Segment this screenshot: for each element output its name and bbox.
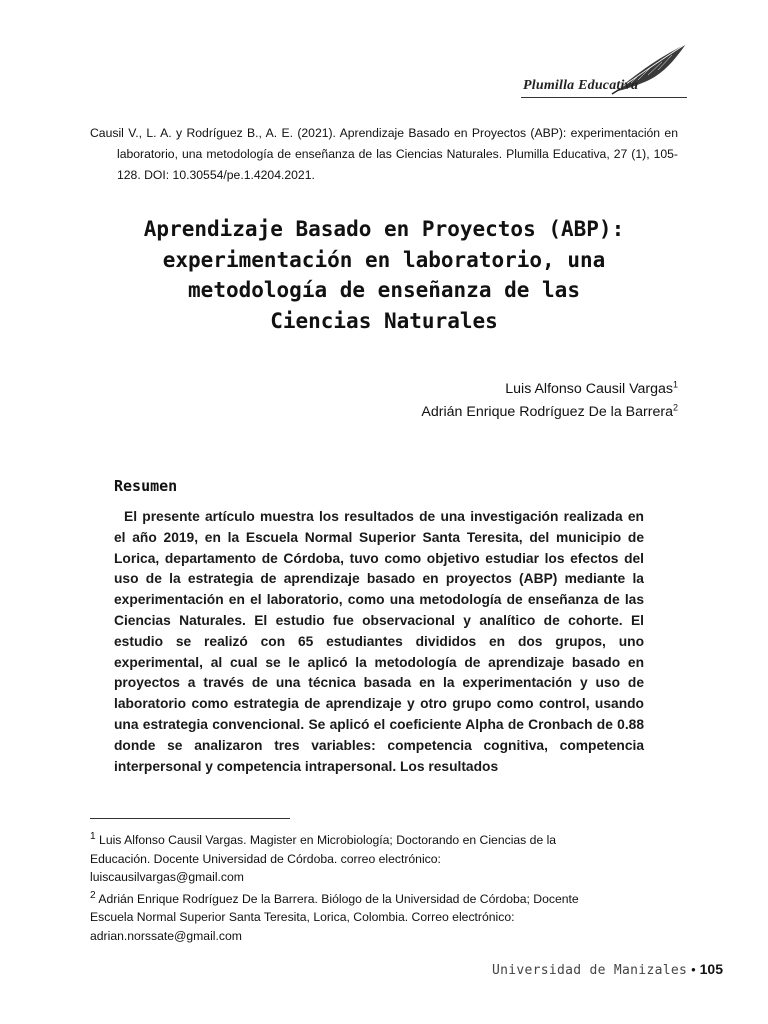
author-1 xyxy=(421,378,678,401)
footnote-1 xyxy=(90,828,680,850)
author-list xyxy=(421,378,678,424)
footnote-mark: 1 xyxy=(90,831,96,842)
footnote-mark: 2 xyxy=(90,889,96,901)
footnote-email: adrian.norssate@gmail.com xyxy=(90,928,242,943)
author-2 xyxy=(421,401,678,424)
journal-logo-text: Plumilla Educativa xyxy=(523,78,639,93)
footnote-line: Adrián Enrique Rodríguez De la Barrera. Biólogo de la Universidad de Córdoba; Docente xyxy=(95,891,579,906)
footnote-divider xyxy=(90,818,290,819)
footnote-line: Luis Alfonso Causil Vargas. Magister en Microbiología; Doctorando en Ciencias de la xyxy=(95,833,557,848)
title-line-1: Aprendizaje Basado en Proyectos (ABP): xyxy=(143,217,625,241)
abstract-text: El presente artículo muestra los resultados de una investigación realizada en el año 2019, en la Escuela Normal Superior Santa Teresita, del municipio de Lorica, departamento de Córdoba, tuvo como objetivo estudiar los efectos del uso de la estrategia de aprendizaje basado en proyectos (ABP) mediante la experimentación en el laboratorio, como una metodología de enseñanza de las Ciencias Naturales. El estudio fue observacional y analítico de cohorte. El estudio se realizó con 65 estudiantes divididos en dos grupos, uno experimental, al cual se le aplicó la metodología de aprendizaje basado en proyectos a través de una técnica basada en la experimentación y uso de laboratorio como estrategia de aprendizaje y otro grupo como control, usando una estrategia convencional. Se aplicó el coeficiente Alpha de Cronbach de 0.88 donde se analizaron tres variables: competencia cognitiva, competencia interpersonal y competencia intrapersonal. Los resultados xyxy=(114,509,644,774)
footnote-line: Educación. Docente Universidad de Córdoba. correo electrónico: xyxy=(90,851,441,866)
page-footer xyxy=(492,961,723,979)
author-name: Luis Alfonso Causil Vargas xyxy=(505,381,673,397)
footer-separator: • xyxy=(691,962,696,977)
footnotes xyxy=(90,828,680,945)
abstract-heading: Resumen xyxy=(114,477,178,495)
footnote-mark: 1 xyxy=(672,379,678,390)
page-number: 105 xyxy=(699,961,723,977)
citation: Causil V., L. A. y Rodríguez B., A. E. (2021). Aprendizaje Basado en Proyectos (ABP): experimentación en laboratorio, una metodología de enseñanza de las Ciencias Naturales. Plumilla Educativa, 27 (1), 105-128. DOI: 10.30554/pe.1.4204.2021. xyxy=(90,126,678,182)
article-title xyxy=(70,214,698,336)
footnote-2 xyxy=(90,887,680,909)
footnote-line: Escuela Normal Superior Santa Teresita, Lorica, Colombia. Correo electrónico: xyxy=(90,910,515,925)
footer-university: Universidad de Manizales xyxy=(492,963,688,978)
title-line-3: metodología de enseñanza de las xyxy=(188,278,580,302)
author-name: Adrián Enrique Rodríguez De la Barrera xyxy=(421,404,673,420)
footnote-email: luiscausilvargas@gmail.com xyxy=(90,870,244,885)
logo-underline xyxy=(521,97,687,98)
journal-logo xyxy=(515,40,685,102)
footnote-mark: 2 xyxy=(672,402,678,413)
title-line-4: Ciencias Naturales xyxy=(270,308,498,333)
title-line-2: experimentación en laboratorio, una xyxy=(162,247,606,272)
